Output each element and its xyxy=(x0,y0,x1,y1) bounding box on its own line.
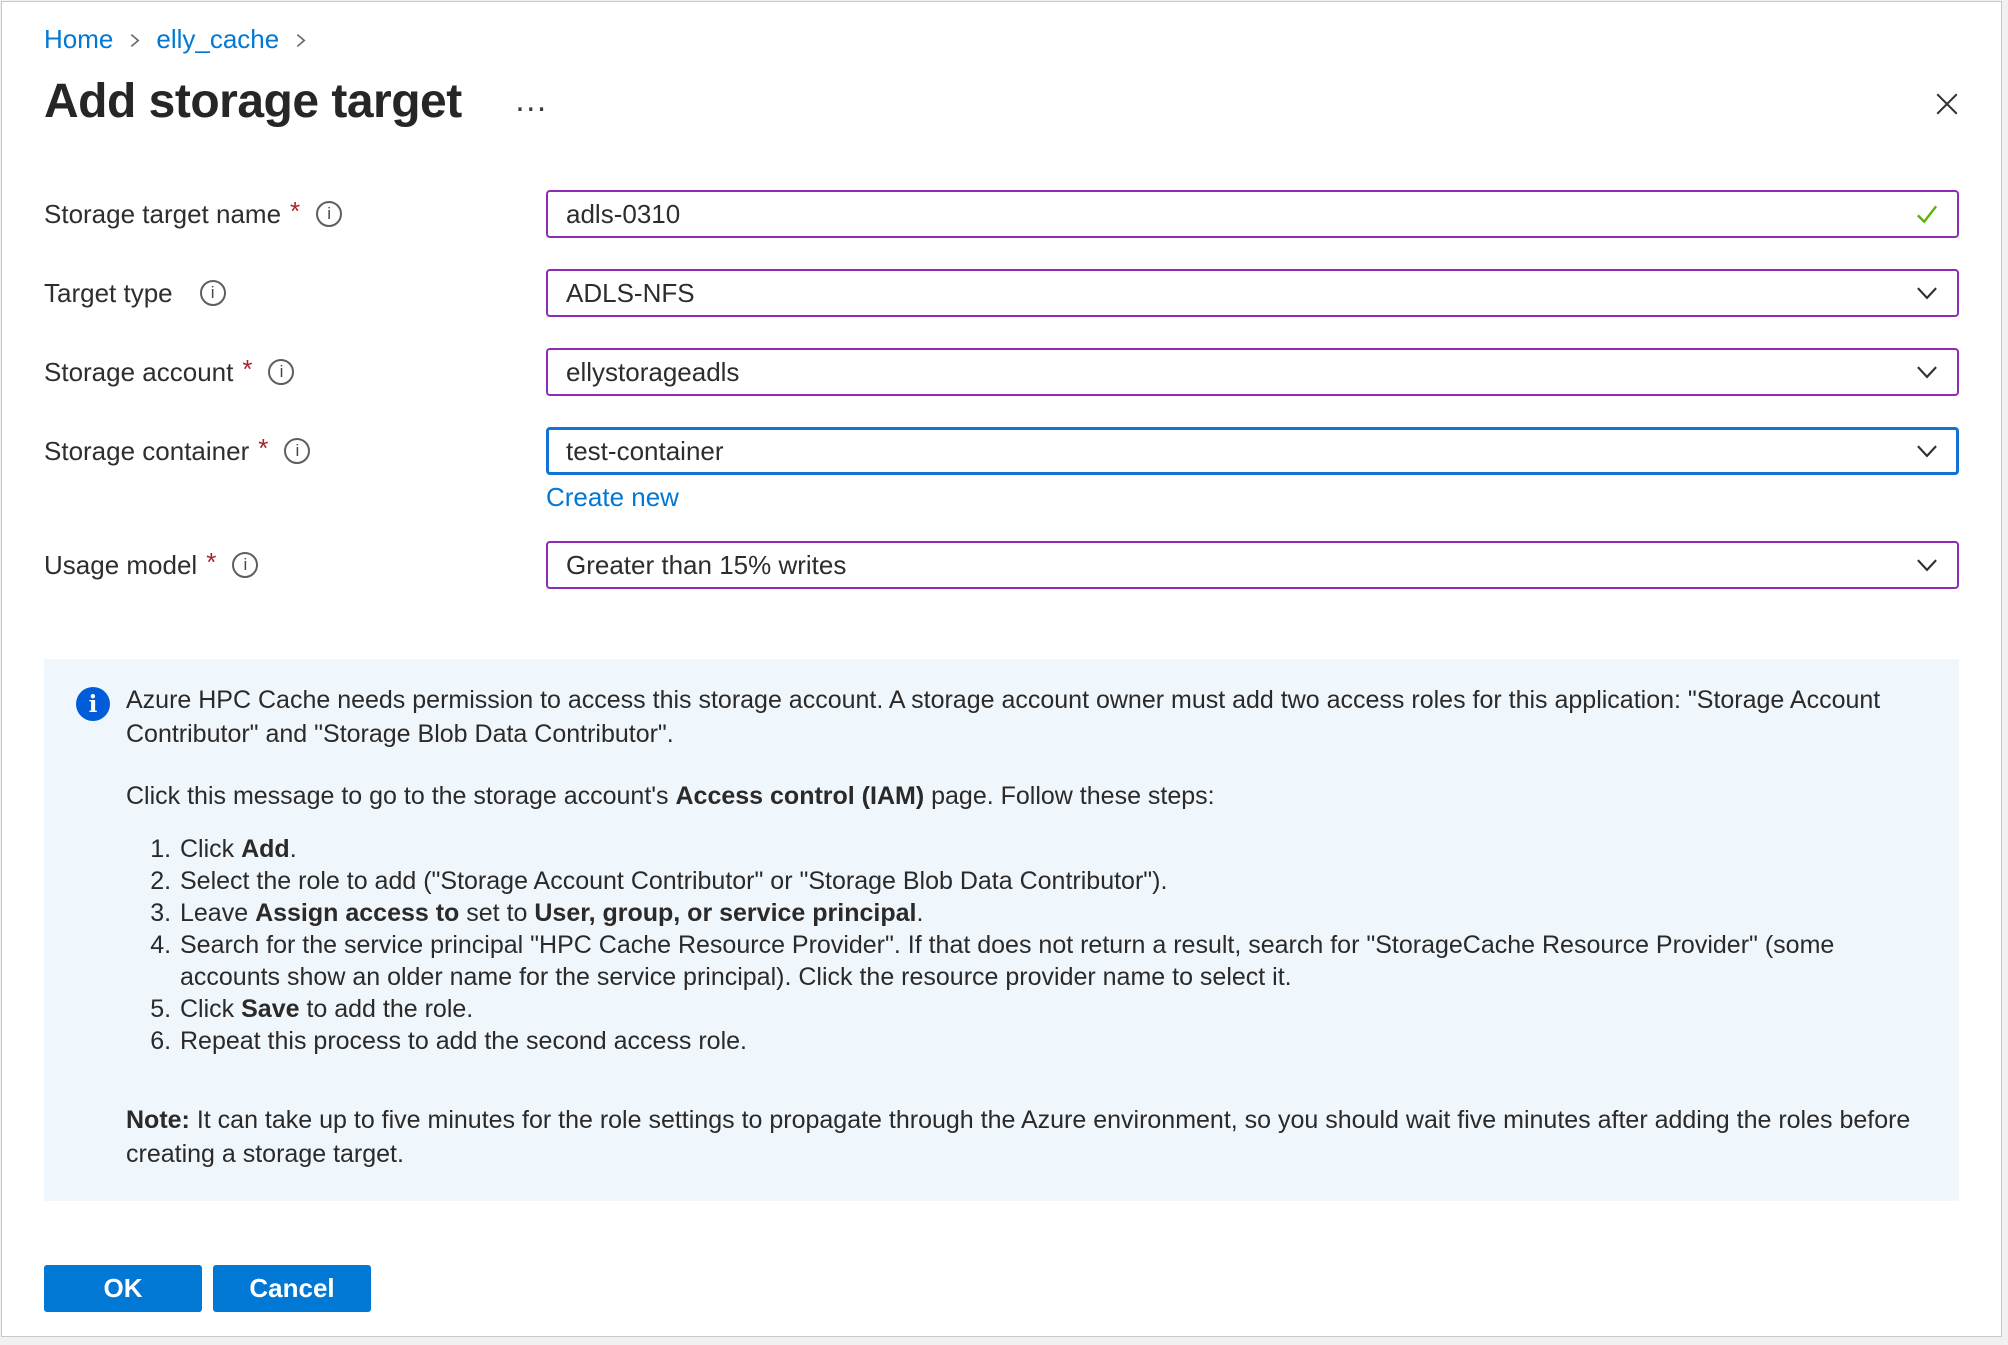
required-asterisk: * xyxy=(290,195,301,226)
field-label-cell xyxy=(44,546,546,581)
form-row-storage-target-name xyxy=(44,190,1959,238)
field-label-cell xyxy=(44,195,546,230)
chevron-down-icon xyxy=(1913,358,1941,386)
page-title: Add storage target xyxy=(44,75,462,128)
info-tooltip-icon[interactable]: i xyxy=(316,201,342,227)
usage-model-label: Usage model xyxy=(44,549,198,580)
storage-account-label: Storage account xyxy=(44,356,234,387)
field-label-cell xyxy=(44,353,546,388)
info-icon: i xyxy=(76,687,110,721)
info-paragraph: Click this message to go to the storage account's Access control (IAM) page. Follow these steps: xyxy=(126,782,1215,810)
storage-container-label: Storage container xyxy=(44,435,250,466)
info-paragraph: Azure HPC Cache needs permission to access this storage account. A storage account owner must add two access roles for this application: "Storage Account Contributor" and "Storage Blob Data Contributor". xyxy=(126,686,1881,748)
create-new-link[interactable]: Create new xyxy=(546,482,679,512)
usage-model-value: Greater than 15% writes xyxy=(566,549,847,580)
close-icon xyxy=(1932,89,1962,119)
breadcrumb-home-link[interactable]: Home xyxy=(44,23,114,54)
form-row-target-type xyxy=(44,269,1959,317)
field-label-cell xyxy=(44,278,546,309)
chevron-down-icon xyxy=(1913,437,1941,465)
chevron-down-icon xyxy=(1913,279,1941,307)
chevron-down-icon xyxy=(1913,551,1941,579)
storage-container-dropdown[interactable] xyxy=(546,427,1959,475)
storage-target-name-input[interactable] xyxy=(546,190,1959,238)
permission-info-banner[interactable] xyxy=(44,659,1959,1201)
add-storage-target-dialog xyxy=(1,1,2002,1337)
close-button[interactable] xyxy=(1925,82,1969,126)
chevron-right-icon xyxy=(126,32,143,49)
context-menu-button[interactable]: … xyxy=(513,81,550,119)
chevron-right-icon xyxy=(292,32,309,49)
info-step: 4. Search for the service principal "HPC Cache Resource Provider". If that does not return a result, search for "StorageCache Resource Provider" (some accounts show an older name for the service principal). Click the resource provider name to select it. xyxy=(178,929,1925,993)
info-step: 6. Repeat this process to add the second access role. xyxy=(178,1025,1925,1057)
info-banner-content xyxy=(126,683,1925,1171)
storage-container-value: test-container xyxy=(566,435,724,466)
storage-target-form xyxy=(44,190,1959,589)
target-type-dropdown[interactable] xyxy=(546,269,1959,317)
breadcrumb xyxy=(44,22,1959,56)
form-row-storage-container xyxy=(44,427,1959,475)
storage-target-name-value: adls-0310 xyxy=(566,198,681,229)
info-tooltip-icon[interactable]: i xyxy=(284,438,310,464)
required-asterisk: * xyxy=(242,353,253,384)
field-label-cell xyxy=(44,432,546,467)
valid-check-icon xyxy=(1913,200,1941,228)
form-row-storage-account xyxy=(44,348,1959,396)
breadcrumb-cache-link[interactable]: elly_cache xyxy=(156,23,280,54)
target-type-label: Target type xyxy=(44,277,173,308)
info-step: 3. Leave Assign access to set to User, group, or service principal. xyxy=(178,897,1925,929)
usage-model-dropdown[interactable] xyxy=(546,541,1959,589)
info-step: 2. Select the role to add ("Storage Account Contributor" or "Storage Blob Data Contributor"). xyxy=(178,865,1925,897)
info-step: 5. Click Save to add the role. xyxy=(178,993,1925,1025)
info-steps-list xyxy=(126,833,1925,1057)
dialog-footer xyxy=(44,1265,1959,1312)
storage-target-name-label: Storage target name xyxy=(44,198,282,229)
form-row-usage-model xyxy=(44,541,1959,589)
info-tooltip-icon[interactable]: i xyxy=(268,359,294,385)
target-type-value: ADLS-NFS xyxy=(566,277,695,308)
cancel-button[interactable]: Cancel xyxy=(213,1265,371,1312)
required-asterisk: * xyxy=(206,546,217,577)
title-row xyxy=(44,74,1959,142)
required-asterisk: * xyxy=(258,432,269,463)
info-note: Note: It can take up to five minutes for the role settings to propagate through the Azure environment, so you should wait five minutes after adding the roles before creating a storage target. xyxy=(126,1106,1911,1168)
storage-account-dropdown[interactable] xyxy=(546,348,1959,396)
storage-account-value: ellystorageadls xyxy=(566,356,740,387)
info-step: 1. Click Add. xyxy=(178,833,1925,865)
info-tooltip-icon[interactable]: i xyxy=(232,552,258,578)
info-tooltip-icon[interactable]: i xyxy=(200,280,226,306)
ok-button[interactable]: OK xyxy=(44,1265,202,1312)
